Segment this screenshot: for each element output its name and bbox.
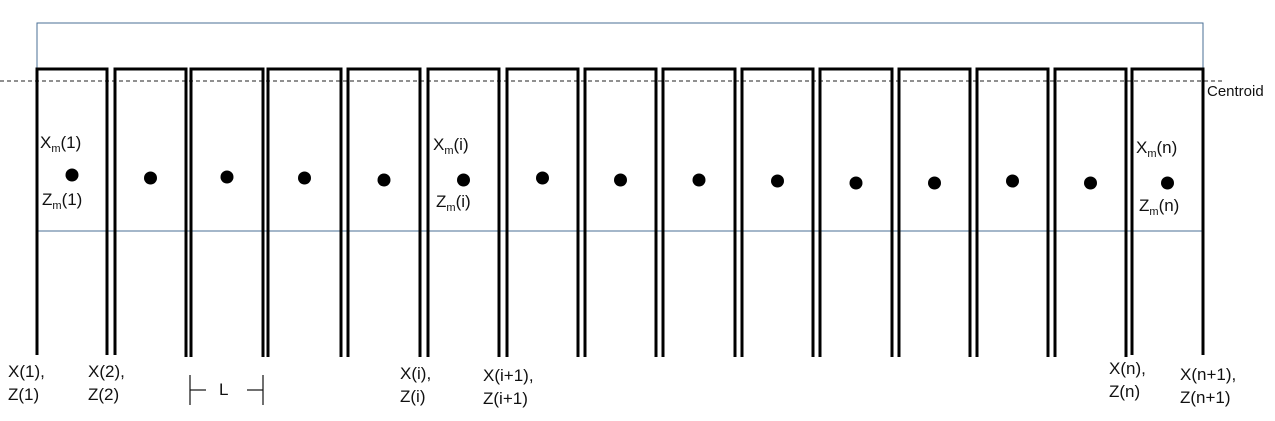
segments-group <box>37 69 1203 357</box>
midpoint-z-label-i: $Z_m(i)$ <box>436 192 471 214</box>
node-label-1 <box>8 360 45 406</box>
segment-outline <box>115 69 186 357</box>
node-label-n-x: X(n), <box>1109 359 1146 378</box>
segment-midpoint-dot <box>378 174 391 187</box>
segment-midpoint-dot <box>457 174 470 187</box>
node-label-2 <box>88 360 125 406</box>
domain-outline <box>37 23 1203 231</box>
node-label-n-plus-1-z: Z(n+1) <box>1180 388 1231 407</box>
node-label-n-plus-1 <box>1180 363 1236 409</box>
segment-outline <box>191 69 263 357</box>
segment-outline <box>742 69 813 357</box>
segment-midpoint-dot <box>693 174 706 187</box>
segment-midpoint-dot <box>66 169 79 182</box>
node-label-1-x: X(1), <box>8 362 45 381</box>
segment-midpoint-dot <box>298 172 311 185</box>
node-label-i-x: X(i), <box>400 364 432 383</box>
segment-midpoint-dot <box>614 174 627 187</box>
segment-outline <box>268 69 341 357</box>
node-label-i-plus-1-x: X(i+1), <box>483 366 534 385</box>
segment-outline <box>348 69 420 357</box>
node-label-2-z: Z(2) <box>88 385 120 404</box>
midpoint-x-label-i: $X_m(i)$ <box>433 135 469 157</box>
segment-width-label: L <box>219 380 229 399</box>
segment-midpoint-dot <box>536 172 549 185</box>
node-label-i-plus-1 <box>483 364 534 410</box>
segment-midpoint-dot <box>144 172 157 185</box>
segment-midpoint-dot <box>1006 175 1019 188</box>
segment-outline <box>37 69 107 355</box>
segment-outline <box>977 69 1048 357</box>
midpoint-z-label-1: $Z_m(1)$ <box>42 190 83 212</box>
segment-outline <box>585 69 656 357</box>
segment-outline <box>663 69 735 357</box>
node-label-n-plus-1-x: X(n+1), <box>1180 365 1237 384</box>
segment-outline <box>1055 69 1126 357</box>
segment-midpoint-dot <box>928 177 941 190</box>
segment-midpoint-dot <box>1084 177 1097 190</box>
segment-outline <box>428 69 499 357</box>
segment-midpoint-dot <box>1161 177 1174 190</box>
segment-outline <box>899 69 970 357</box>
segment-outline <box>507 69 578 357</box>
segment-midpoint-dot <box>221 171 234 184</box>
centroid-label: Centroid <box>1207 83 1264 100</box>
segment-midpoint-dot <box>771 175 784 188</box>
segment-midpoint-dot <box>850 177 863 190</box>
node-label-1-z: Z(1) <box>8 385 40 404</box>
midpoint-x-label-n: $X_m(n)$ <box>1136 138 1178 160</box>
node-label-n-z: Z(n) <box>1109 382 1141 401</box>
midpoint-x-label-1: $X_m(1)$ <box>40 133 82 155</box>
node-label-i-plus-1-z: Z(i+1) <box>483 389 528 408</box>
node-label-i <box>400 362 431 408</box>
segment-outline <box>820 69 892 357</box>
midpoint-z-label-n: $Z_m(n)$ <box>1139 196 1180 218</box>
node-label-i-z: Z(i) <box>400 387 426 406</box>
node-label-2-x: X(2), <box>88 362 125 381</box>
node-label-n <box>1109 357 1146 403</box>
